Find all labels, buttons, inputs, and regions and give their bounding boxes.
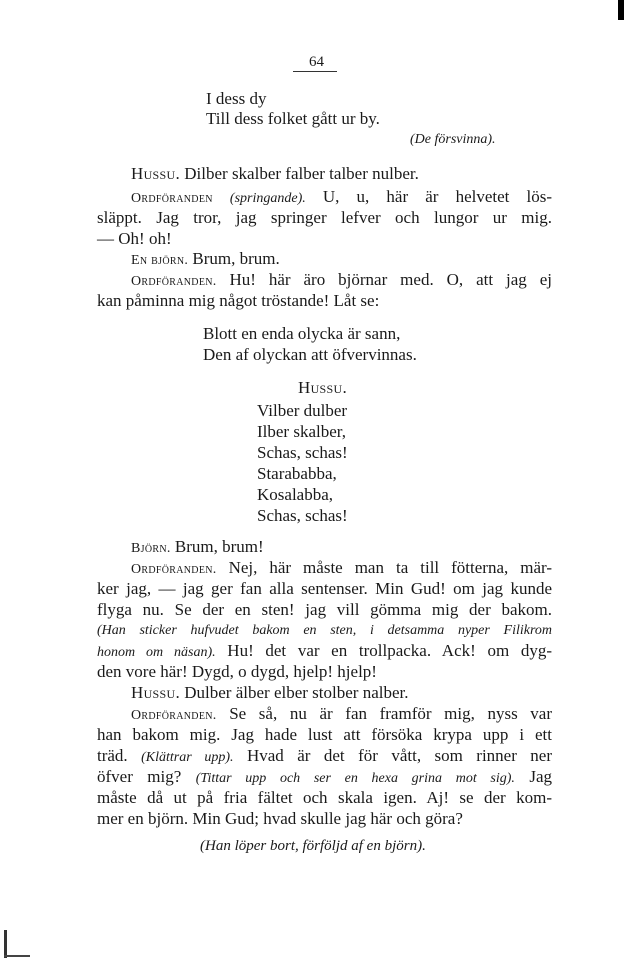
dialogue-text: Hvad är det för vått, som rinner ner — [246, 746, 553, 765]
dialogue-text: U, u, här är helvetet lös- — [322, 187, 553, 206]
verse-line: Kosalabba, — [257, 485, 334, 504]
verse-line: Blott en enda olycka är sann, — [203, 324, 401, 343]
dialogue-text: öfver mig? — [97, 767, 182, 786]
dialogue-text: Brum, brum! — [174, 537, 264, 556]
stage-direction: (Han löper bort, förföljd af en björn). — [200, 838, 426, 854]
stage-direction: (Klättrar upp). — [141, 750, 234, 765]
dialogue-line: måste då ut på fria fältet och skala igen. Aj! se der kom- — [97, 788, 552, 807]
speaker-name: Hussu. — [298, 378, 348, 397]
dialogue-line: den vore här! Dygd, o dygd, hjelp! hjelp! — [97, 662, 377, 681]
scan-edge-mark — [618, 0, 624, 20]
verse-line: Den af olyckan att öfvervinnas. — [203, 345, 417, 364]
speaker-name: Ordföranden. — [131, 274, 217, 289]
dialogue-text: Nej, här måste man ta till fötterna, mär- — [228, 558, 552, 577]
page-number-rule — [293, 71, 337, 72]
dialogue-line — [97, 746, 552, 768]
dialogue-line: kan påminna mig något tröstande! Låt se: — [97, 291, 380, 310]
speaker-name: En björn. — [131, 253, 189, 268]
dialogue-text: Hu! det var en trollpacka. Ack! om dyg- — [227, 641, 552, 660]
dialogue-line — [97, 767, 552, 789]
dialogue-line — [131, 187, 552, 209]
verse-line: Starababba, — [257, 464, 337, 483]
verse-line: Vilber dulber — [257, 401, 348, 420]
dialogue-text: träd. — [97, 746, 128, 765]
dialogue-line — [131, 537, 264, 559]
dialogue-text: Jag — [529, 767, 553, 786]
scan-corner-mark — [4, 930, 7, 958]
speaker-name: Ordföranden. — [131, 708, 217, 723]
dialogue-text: Dilber skalber falber talber nulber. — [184, 164, 419, 183]
stage-direction: honom om näsan). — [97, 645, 216, 660]
speaker-name: Björn. — [131, 541, 171, 556]
verse-line: Schas, schas! — [257, 506, 348, 525]
dialogue-line: mer en björn. Min Gud; hvad skulle jag här och göra? — [97, 809, 463, 828]
speaker-name: Ordföranden — [131, 191, 213, 206]
dialogue-line: — Oh! oh! — [97, 229, 172, 248]
page-number: 64 — [309, 54, 324, 70]
dialogue-line: flyga nu. Se der en sten! jag vill gömma mig der bakom. — [97, 600, 552, 619]
verse-line: Schas, schas! — [257, 443, 348, 462]
dialogue-text: Dulber älber elber stolber nalber. — [184, 683, 409, 702]
verse-line: I dess dy — [206, 89, 267, 108]
dialogue-text: Se så, nu är fan framför mig, nyss var — [229, 704, 553, 723]
stage-direction: (springande). — [229, 191, 306, 206]
dialogue-line: han bakom mig. Jag hade lust att försöka krypa upp i ett — [97, 725, 552, 744]
speaker-name: Ordföranden. — [131, 562, 217, 577]
stage-direction: (De försvinna). — [410, 132, 496, 147]
dialogue-line — [97, 641, 552, 663]
scan-corner-mark-horizontal — [4, 955, 30, 957]
dialogue-text: Brum, brum. — [192, 249, 280, 268]
speaker-name: Hussu. — [131, 683, 181, 702]
dialogue-line — [131, 270, 552, 292]
verse-line: Till dess folket gått ur by. — [206, 109, 380, 128]
dialogue-line — [131, 164, 419, 184]
dialogue-line: ker jag, — jag ger fan alla sentenser. Min Gud! om jag kunde — [97, 579, 552, 598]
verse-line: Ilber skalber, — [257, 422, 347, 441]
dialogue-line — [131, 683, 408, 703]
speaker-name: Hussu. — [131, 164, 181, 183]
dialogue-line — [131, 249, 280, 271]
dialogue-line — [131, 558, 552, 580]
dialogue-line — [131, 704, 552, 726]
stage-direction: (Han sticker hufvudet bakom en sten, i detsamma nyper Filikrom — [97, 623, 552, 638]
dialogue-line: släppt. Jag tror, jag springer lefver och lungor ur mig. — [97, 208, 552, 227]
dialogue-text: Hu! här äro björnar med. O, att jag ej — [229, 270, 552, 289]
stage-direction: (Tittar upp och ser en hexa grina mot sig). — [195, 771, 515, 786]
